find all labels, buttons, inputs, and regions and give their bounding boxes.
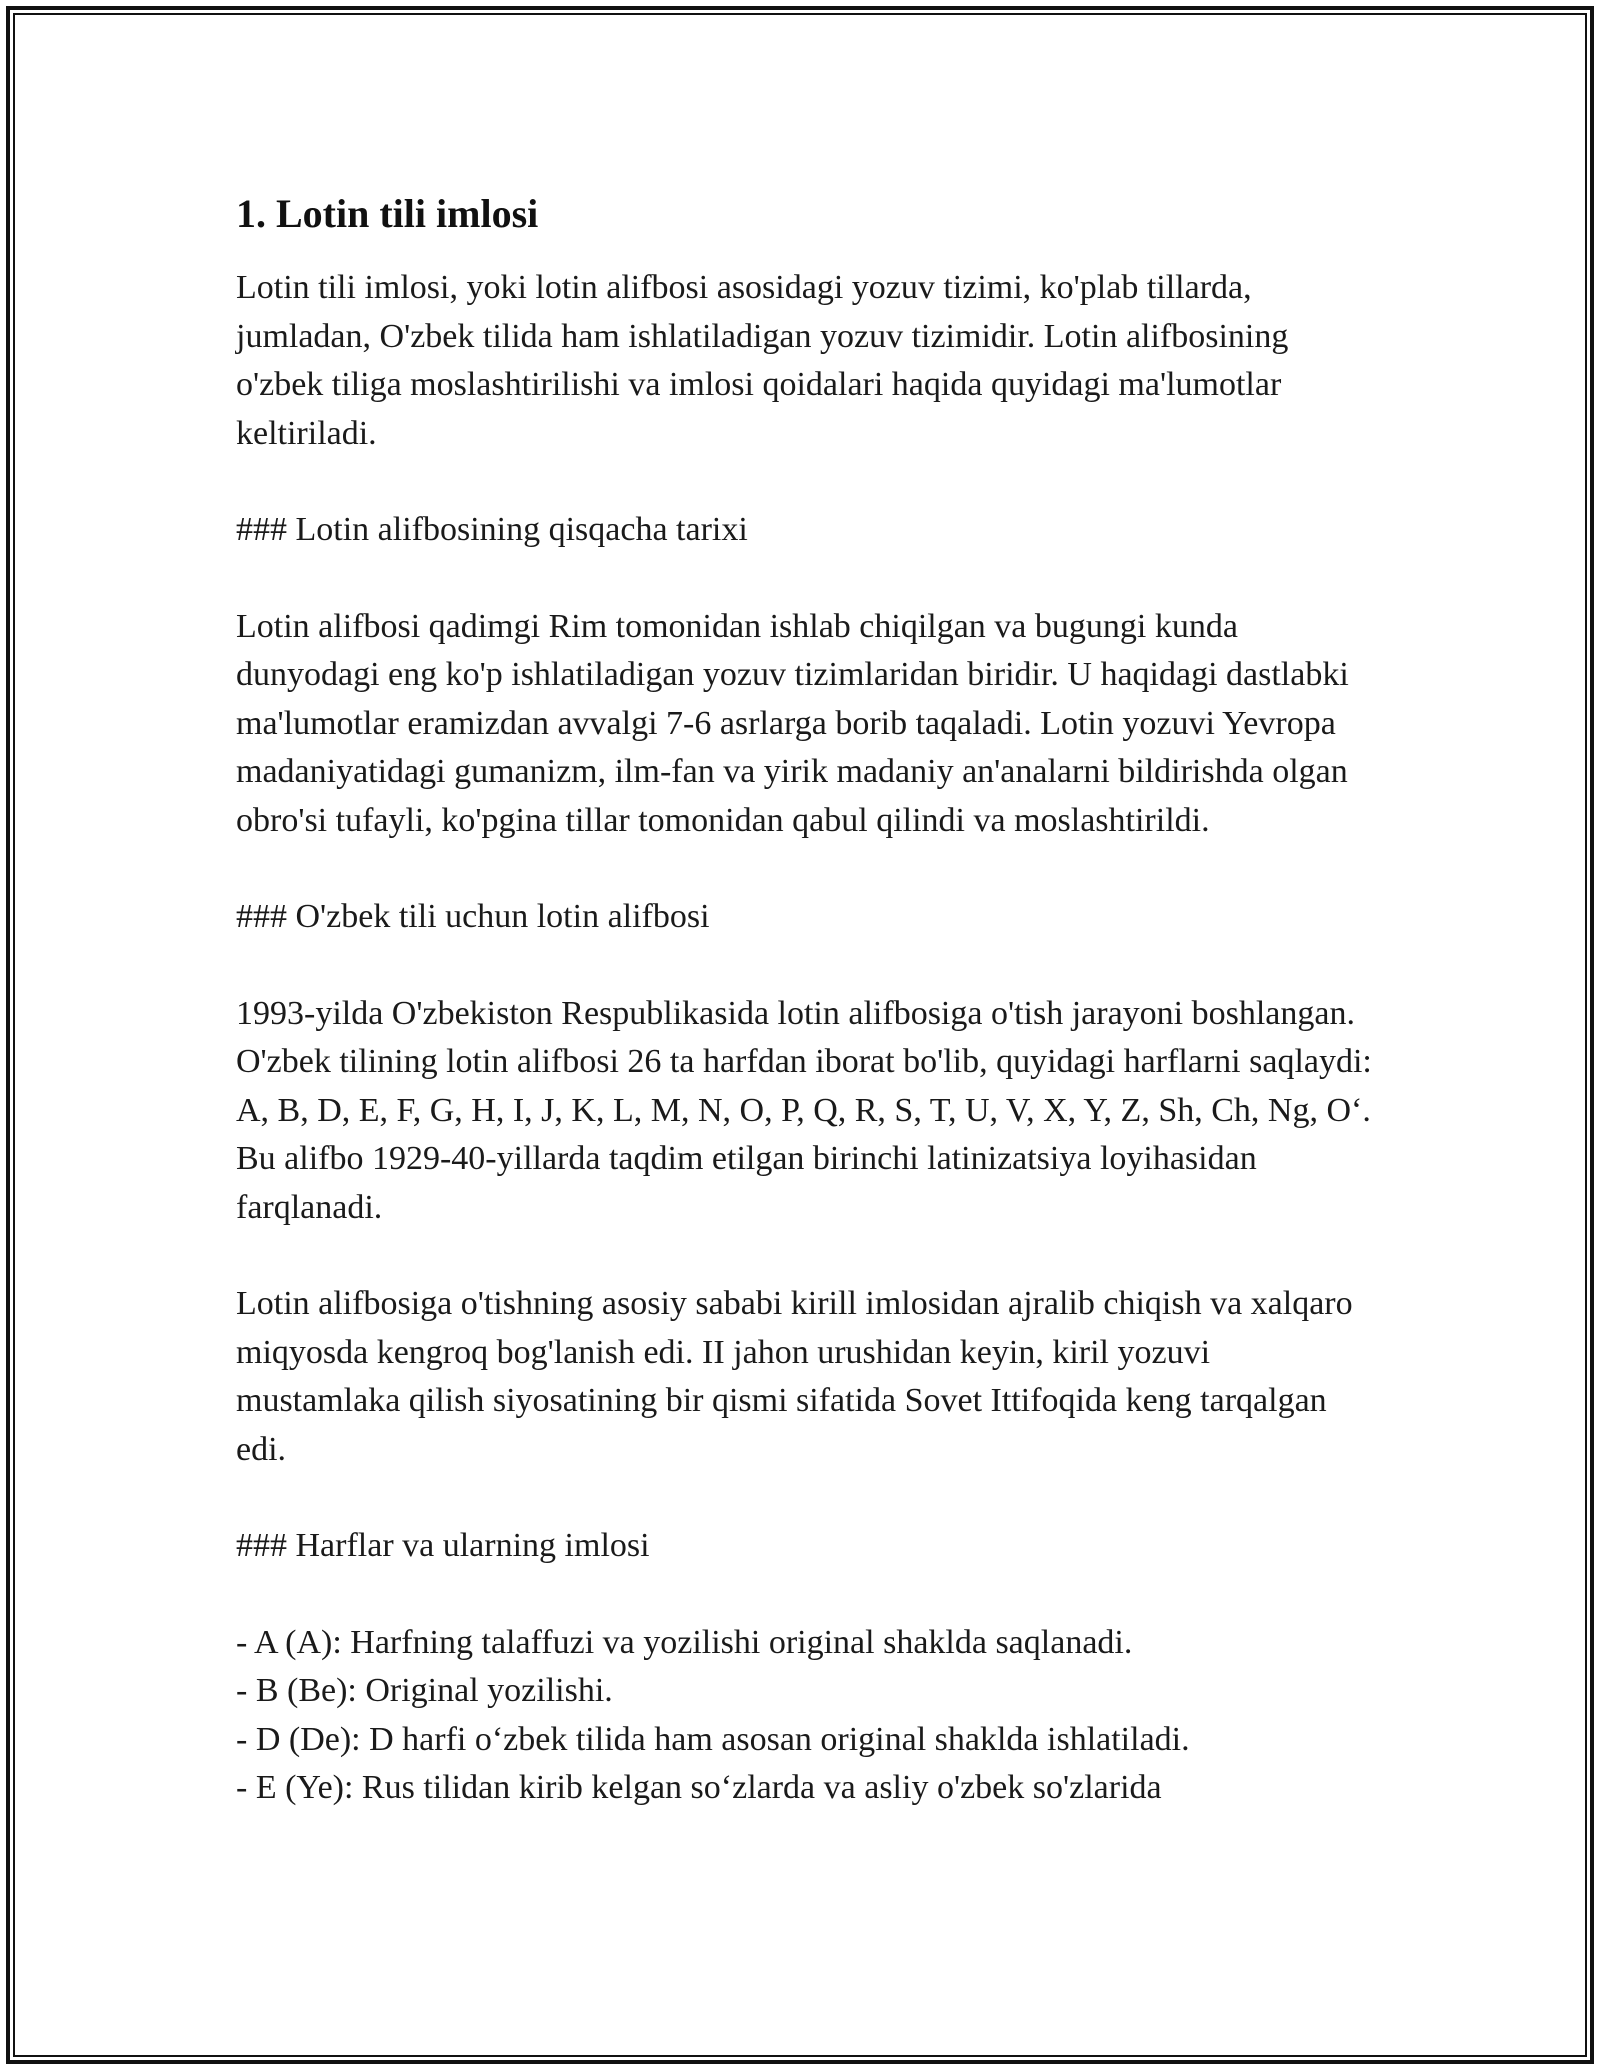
list-item: - E (Ye): Rus tilidan kirib kelgan so‘zlarda va asliy o'zbek so'zlarida xyxy=(236,1769,1162,1806)
intro-paragraph: Lotin tili imlosi, yoki lotin alifbosi asosidagi yozuv tizimi, ko'plab tillarda, jumladan, O'zbek tilida ham ishlatiladigan yozuv tizimidir. Lotin alifbosining o'zbek tiliga moslashtirilishi va imlosi qoidalari haqida quyidagi ma'lumotlar keltiriladi. xyxy=(236,269,1289,452)
document-body xyxy=(236,186,1376,1813)
history-paragraph: Lotin alifbosi qadimgi Rim tomonidan ishlab chiqilgan va bugungi kunda dunyodagi eng ko'p ishlatiladigan yozuv tizimlaridan biridir. U haqidagi dastlabki ma'lumotlar eramizdan avvalgi 7-6 asrlarga borib taqaladi. Lotin yozuvi Yevropa madaniyatidagi gumanizm, ilm-fan va yirik madaniy an'analarni bildirishda olgan obro'si tufayli, ko'pgina tillar tomonidan qabul qilindi va moslashtirildi. xyxy=(236,607,1349,839)
list-item: - D (De): D harfi o‘zbek tilida ham asosan original shaklda ishlatiladi. xyxy=(236,1720,1190,1758)
list-item: - A (A): Harfning talaffuzi va yozilishi original shaklda saqlanadi. xyxy=(236,1623,1133,1661)
letters-list xyxy=(236,1619,1376,1813)
section-heading-uzbek-alphabet: ### O'zbek tili uchun lotin alifbosi xyxy=(236,898,710,935)
section-heading-letters: ### Harflar va ularning imlosi xyxy=(236,1527,650,1564)
document-title: 1. Lotin tili imlosi xyxy=(236,191,539,236)
section-heading-history: ### Lotin alifbosining qisqacha tarixi xyxy=(236,511,748,548)
transition-reason-paragraph: Lotin alifbosiga o'tishning asosiy sababi kirill imlosidan ajralib chiqish va xalqaro miqyosda kengroq bog'lanish edi. II jahon urushidan keyin, kiril yozuvi mustamlaka qilish siyosatining bir qismi sifatida Sovet Ittifoqida keng tarqalgan edi. xyxy=(236,1285,1353,1468)
list-item: - B (Be): Original yozilishi. xyxy=(236,1672,613,1709)
uzbek-alphabet-paragraph: 1993-yilda O'zbekiston Respublikasida lotin alifbosiga o'tish jarayoni boshlangan. O'zbek tilining lotin alifbosi 26 ta harfdan iborat bo'lib, quyidagi harflarni saqlaydi: A, B, D, E, F, G, H, I, J, K, L, M, N, O, P, Q, R, S, T, U, V, X, Y, Z, Sh, Ch, Ng, O‘. Bu alifbo 1929-40-yillarda taqdim etilgan birinchi latinizatsiya loyihasidan farqlanadi. xyxy=(236,994,1372,1226)
